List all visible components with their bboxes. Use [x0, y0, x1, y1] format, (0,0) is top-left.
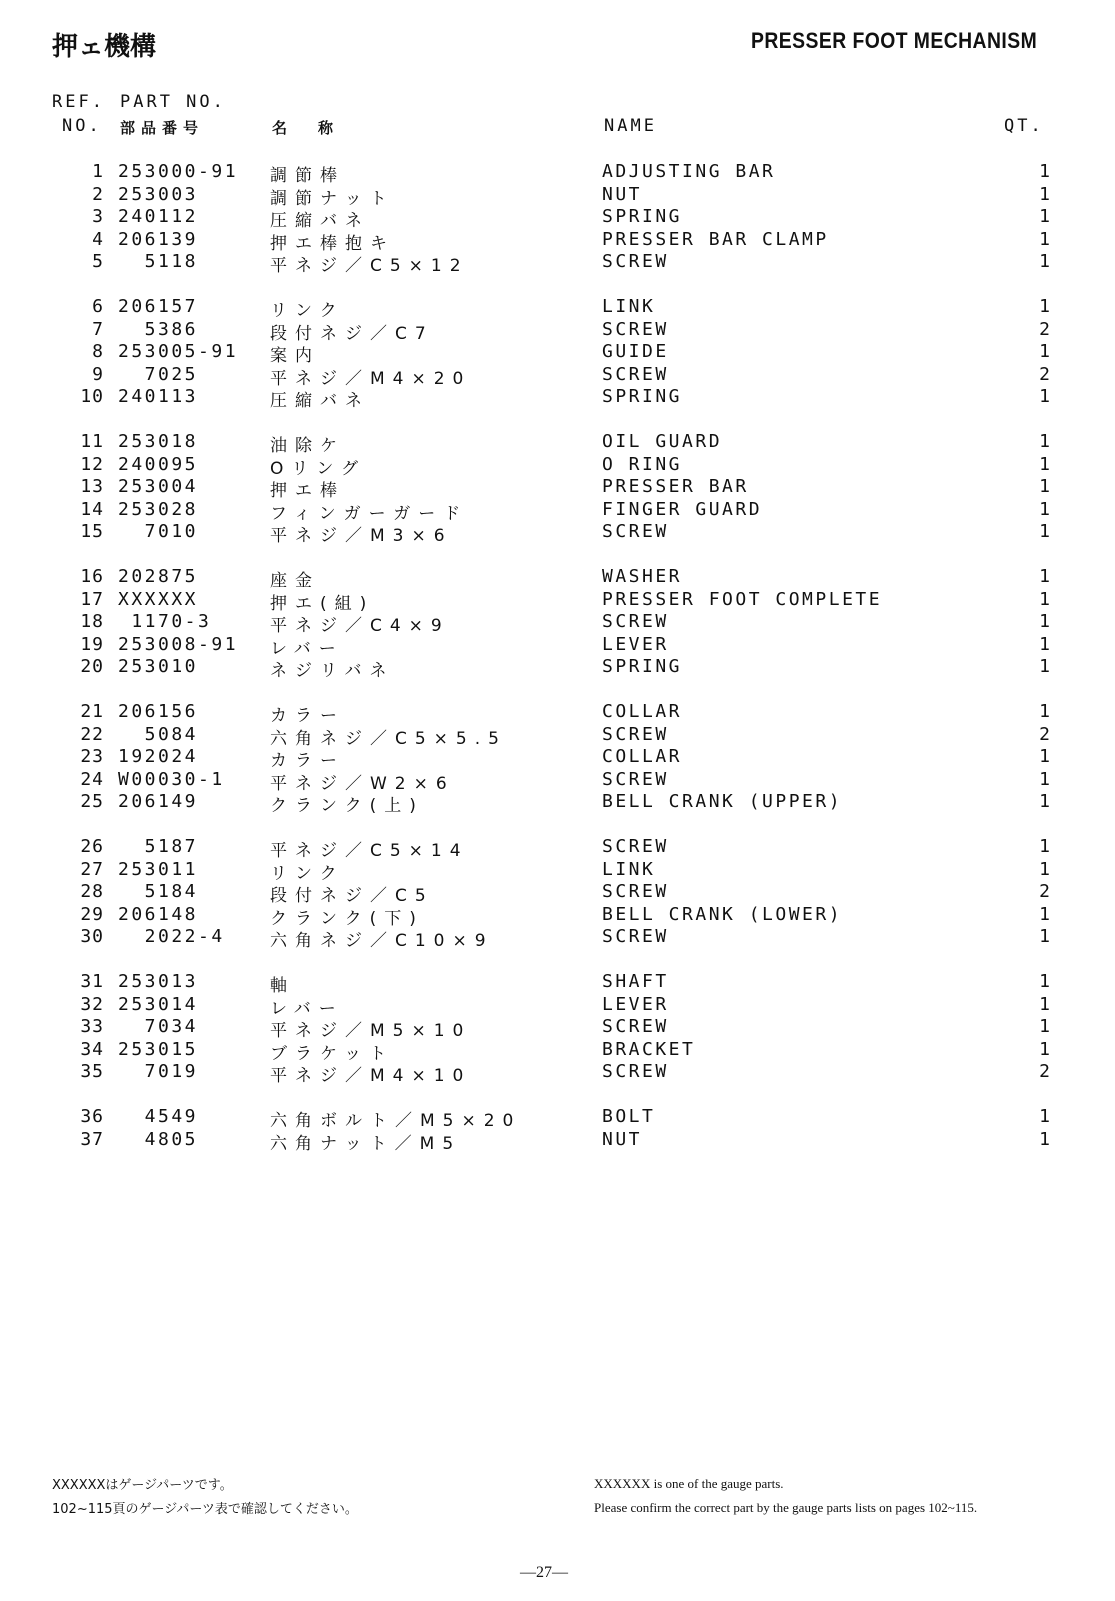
part-no-cell: 253014 — [118, 993, 199, 1015]
part-no-cell: 7025 — [118, 363, 199, 385]
part-no-cell: 253018 — [118, 431, 199, 452]
part-no-cell: 1170-3 — [118, 611, 212, 632]
jp-name-cell: ブラケット — [270, 1043, 395, 1064]
part-name-cell: LEVER — [602, 993, 669, 1015]
quantity-cell: 1 — [1039, 453, 1050, 475]
jp-name-cell: Oリング — [270, 458, 367, 479]
quantity-cell: 2 — [1039, 723, 1050, 745]
ref-no-cell: 19 — [80, 633, 104, 655]
part-no-cell: 253010 — [118, 656, 199, 677]
jp-name-cell: 平ネジ／C5×12 — [270, 256, 469, 276]
quantity-cell: 1 — [1039, 993, 1050, 1015]
ref-no-cell: 30 — [80, 926, 104, 947]
part-name-cell: SCREW — [602, 723, 669, 745]
part-name-cell: SCREW — [602, 926, 669, 947]
table-row — [0, 431, 1115, 454]
part-name-cell: SCREW — [602, 768, 669, 790]
table-row — [0, 499, 1115, 522]
table-row — [0, 229, 1115, 252]
table-row — [0, 296, 1115, 319]
ref-no-cell: 16 — [80, 566, 104, 587]
part-name-cell: COLLAR — [602, 701, 683, 722]
table-row — [0, 971, 1115, 994]
ref-no-cell: 13 — [80, 476, 104, 497]
ref-no-cell: 21 — [80, 701, 104, 722]
ref-no-cell: 20 — [80, 656, 104, 677]
ref-no-cell: 26 — [80, 836, 104, 857]
jp-name-cell: 平ネジ／M5×10 — [270, 1021, 472, 1041]
part-no-cell: 7019 — [118, 1061, 199, 1082]
ref-no-cell: 7 — [92, 318, 104, 340]
quantity-cell: 1 — [1039, 588, 1050, 610]
jp-name-cell: ネジリバネ — [270, 661, 395, 681]
table-row — [0, 161, 1115, 184]
part-name-cell: BOLT — [602, 1106, 656, 1127]
part-name-cell: SPRING — [602, 656, 683, 677]
part-name-cell: BELL CRANK (LOWER) — [602, 903, 843, 925]
jp-name-cell: 六角ネジ／C10×9 — [270, 931, 494, 951]
part-no-cell: 202875 — [118, 566, 199, 587]
quantity-cell: 1 — [1039, 431, 1050, 452]
part-no-cell: 5084 — [118, 723, 199, 745]
part-name-cell: LEVER — [602, 633, 669, 655]
ref-no-cell: 23 — [80, 746, 104, 767]
table-row — [0, 881, 1115, 904]
part-no-cell: 253000-91 — [118, 161, 239, 182]
quantity-cell: 1 — [1039, 161, 1050, 182]
ref-no-cell: 33 — [80, 1016, 104, 1037]
part-no-cell: 2022-4 — [118, 926, 225, 947]
quantity-cell: 1 — [1039, 206, 1050, 227]
jp-name-cell: クランク(下) — [270, 908, 424, 929]
part-no-cell: 253015 — [118, 1038, 199, 1060]
part-name-cell: SCREW — [602, 521, 669, 542]
ref-no-cell: 6 — [92, 296, 104, 317]
quantity-cell: 1 — [1039, 903, 1050, 925]
ref-no-cell: 22 — [80, 723, 104, 745]
part-no-cell: 206149 — [118, 791, 199, 812]
jp-name-cell: クランク(上) — [270, 796, 424, 816]
part-no-cell: 253004 — [118, 476, 199, 497]
ref-no-cell: 28 — [80, 881, 104, 902]
part-no-cell: 5386 — [118, 318, 199, 340]
part-no-cell: 240113 — [118, 386, 199, 407]
ref-no-cell: 14 — [80, 498, 104, 520]
ref-no-cell: 18 — [80, 611, 104, 632]
table-row — [0, 1129, 1115, 1152]
ref-no-cell: 24 — [80, 768, 104, 790]
ref-no-cell: 11 — [80, 431, 104, 452]
quantity-cell: 1 — [1039, 498, 1050, 520]
jp-name-cell: 案内 — [270, 346, 320, 366]
jp-name-cell: 圧縮バネ — [270, 211, 370, 231]
quantity-cell: 1 — [1039, 341, 1050, 362]
part-name-cell: FINGER GUARD — [602, 498, 763, 520]
jp-name-cell: レバー — [270, 998, 344, 1019]
part-no-cell: 7034 — [118, 1016, 199, 1037]
part-no-cell: 240095 — [118, 453, 199, 475]
quantity-cell: 1 — [1039, 701, 1050, 722]
table-row — [0, 454, 1115, 477]
quantity-cell: 1 — [1039, 228, 1050, 250]
quantity-cell: 1 — [1039, 476, 1050, 497]
part-no-cell: 192024 — [118, 746, 199, 767]
table-row — [0, 724, 1115, 747]
ref-no-cell: 31 — [80, 971, 104, 992]
table-row — [0, 319, 1115, 342]
part-no-cell: 5187 — [118, 836, 199, 857]
ref-no-cell: 3 — [92, 206, 104, 227]
ref-no-cell: 10 — [80, 386, 104, 407]
table-row — [0, 656, 1115, 679]
part-name-cell: SPRING — [602, 386, 683, 407]
jp-name-cell: フィンガーガード — [270, 503, 469, 524]
table-row — [0, 386, 1115, 409]
part-name-cell: SCREW — [602, 363, 669, 385]
part-name-cell: GUIDE — [602, 341, 669, 362]
part-name-cell: NUT — [602, 183, 643, 205]
ref-no-cell: 9 — [92, 363, 104, 385]
table-row — [0, 566, 1115, 589]
part-no-cell: 240112 — [118, 206, 199, 227]
table-row — [0, 836, 1115, 859]
table-row — [0, 364, 1115, 387]
page-title-en: PRESSER FOOT MECHANISM — [750, 28, 1037, 53]
ref-no-cell: 35 — [80, 1061, 104, 1082]
jp-name-cell: 平ネジ／M4×10 — [270, 1066, 472, 1086]
part-no-cell: 5118 — [118, 251, 199, 272]
part-name-cell: WASHER — [602, 566, 683, 587]
part-name-cell: PRESSER BAR — [602, 476, 749, 497]
ref-no-cell: 36 — [80, 1106, 104, 1127]
ref-no-cell: 29 — [80, 903, 104, 925]
part-no-cell: 5184 — [118, 881, 199, 902]
quantity-cell: 1 — [1039, 768, 1050, 790]
table-row — [0, 791, 1115, 814]
part-no-cell: 206156 — [118, 701, 199, 722]
footer-note-jp-1: XXXXXXはゲージパーツです。 — [52, 1478, 233, 1493]
table-row — [0, 926, 1115, 949]
table-row — [0, 1106, 1115, 1129]
page-number: —27— — [520, 1564, 568, 1581]
header-part-line1: PART NO. — [120, 92, 226, 112]
jp-name-cell: 軸 — [270, 976, 295, 996]
jp-name-cell: 平ネジ／M4×20 — [270, 368, 472, 389]
table-row — [0, 859, 1115, 882]
ref-no-cell: 37 — [80, 1128, 104, 1150]
quantity-cell: 1 — [1039, 296, 1050, 317]
part-name-cell: LINK — [602, 296, 656, 317]
table-row — [0, 611, 1115, 634]
part-name-cell: NUT — [602, 1128, 643, 1150]
quantity-cell: 1 — [1039, 521, 1050, 542]
jp-name-cell: 平ネジ／C5×14 — [270, 841, 469, 861]
quantity-cell: 1 — [1039, 656, 1050, 677]
table-row — [0, 589, 1115, 612]
jp-name-cell: 六角ネジ／C5×5.5 — [270, 728, 507, 749]
jp-name-cell: 押エ棒 — [270, 481, 345, 501]
quantity-cell: 1 — [1039, 566, 1050, 587]
part-no-cell: W00030-1 — [118, 768, 225, 790]
ref-no-cell: 27 — [80, 858, 104, 880]
jp-name-cell: 平ネジ／C4×9 — [270, 616, 450, 636]
quantity-cell: 2 — [1039, 318, 1050, 340]
jp-name-cell: カラー — [270, 751, 345, 771]
footer-note-en-2: Please confirm the correct part by the gauge parts lists on pages 102~115. — [594, 1500, 978, 1515]
jp-name-cell: 段付ネジ／C5 — [270, 886, 434, 906]
table-row — [0, 341, 1115, 364]
page-title-jp: 押ェ機構 — [52, 32, 157, 62]
ref-no-cell: 17 — [80, 588, 104, 610]
table-row — [0, 904, 1115, 927]
part-no-cell: XXXXXX — [118, 588, 199, 610]
jp-name-cell: 段付ネジ／C7 — [270, 323, 434, 344]
quantity-cell: 2 — [1039, 1061, 1050, 1082]
part-no-cell: 253003 — [118, 183, 199, 205]
ref-no-cell: 4 — [92, 228, 104, 250]
column-header-name: NAME — [604, 116, 657, 136]
part-no-cell: 206157 — [118, 296, 199, 317]
quantity-cell: 1 — [1039, 1016, 1050, 1037]
jp-name-cell: 油除ケ — [270, 436, 345, 456]
jp-name-cell: 圧縮バネ — [270, 391, 370, 411]
ref-no-cell: 32 — [80, 993, 104, 1015]
column-header-qty: QT. — [1004, 116, 1044, 136]
quantity-cell: 1 — [1039, 791, 1050, 812]
part-name-cell: SCREW — [602, 836, 669, 857]
part-name-cell: SHAFT — [602, 971, 669, 992]
jp-name-cell: 調節ナット — [270, 188, 395, 209]
part-no-cell: 7010 — [118, 521, 199, 542]
table-row — [0, 994, 1115, 1017]
jp-name-cell: 座金 — [270, 571, 320, 591]
part-name-cell: BRACKET — [602, 1038, 696, 1060]
part-name-cell: COLLAR — [602, 746, 683, 767]
ref-no-cell: 5 — [92, 251, 104, 272]
table-row — [0, 521, 1115, 544]
part-name-cell: SCREW — [602, 1061, 669, 1082]
part-name-cell: BELL CRANK (UPPER) — [602, 791, 843, 812]
ref-no-cell: 1 — [92, 161, 104, 182]
table-row — [0, 476, 1115, 499]
quantity-cell: 1 — [1039, 1128, 1050, 1150]
part-name-cell: SPRING — [602, 206, 683, 227]
part-no-cell: 253028 — [118, 498, 199, 520]
quantity-cell: 1 — [1039, 611, 1050, 632]
jp-name-cell: リンク — [270, 863, 345, 884]
ref-no-cell: 25 — [80, 791, 104, 812]
ref-no-cell: 8 — [92, 341, 104, 362]
quantity-cell: 1 — [1039, 251, 1050, 272]
table-row — [0, 1061, 1115, 1084]
jp-name-cell: リンク — [270, 301, 345, 321]
quantity-cell: 1 — [1039, 386, 1050, 407]
jp-name-cell: 調節棒 — [270, 166, 345, 186]
jp-name-cell: レバー — [270, 638, 344, 659]
part-name-cell: SCREW — [602, 881, 669, 902]
part-name-cell: OIL GUARD — [602, 431, 723, 452]
part-name-cell: SCREW — [602, 318, 669, 340]
part-name-cell: PRESSER BAR CLAMP — [602, 228, 829, 250]
table-row — [0, 1039, 1115, 1062]
quantity-cell: 1 — [1039, 746, 1050, 767]
ref-no-cell: 2 — [92, 183, 104, 205]
footer-note-en-1: XXXXXX is one of the gauge parts. — [594, 1476, 784, 1491]
quantity-cell: 1 — [1039, 926, 1050, 947]
table-row — [0, 206, 1115, 229]
part-name-cell: SCREW — [602, 251, 669, 272]
header-ref-line2: NO. — [62, 116, 102, 136]
jp-name-cell: 押エ(組) — [270, 593, 375, 614]
ref-no-cell: 15 — [80, 521, 104, 542]
jp-name-cell: 六角ボルト／M5×20 — [270, 1111, 522, 1131]
table-row — [0, 184, 1115, 207]
jp-name-cell: 六角ナット／M5 — [270, 1133, 462, 1154]
jp-name-cell: カラー — [270, 706, 345, 726]
quantity-cell: 1 — [1039, 183, 1050, 205]
part-no-cell: 253005-91 — [118, 341, 239, 362]
part-name-cell: ADJUSTING BAR — [602, 161, 776, 182]
part-no-cell: 253011 — [118, 858, 199, 880]
table-row — [0, 701, 1115, 724]
quantity-cell: 1 — [1039, 858, 1050, 880]
header-ref-line1: REF. — [52, 92, 105, 112]
table-row — [0, 251, 1115, 274]
quantity-cell: 2 — [1039, 881, 1050, 902]
column-header-jp-name: 名 称 — [272, 119, 342, 137]
part-name-cell: LINK — [602, 858, 656, 880]
part-no-cell: 253008-91 — [118, 633, 239, 655]
jp-name-cell: 平ネジ／W2×6 — [270, 773, 455, 794]
part-name-cell: SCREW — [602, 611, 669, 632]
table-row — [0, 746, 1115, 769]
table-row — [0, 1016, 1115, 1039]
quantity-cell: 1 — [1039, 971, 1050, 992]
table-row — [0, 634, 1115, 657]
quantity-cell: 1 — [1039, 836, 1050, 857]
part-name-cell: SCREW — [602, 1016, 669, 1037]
ref-no-cell: 12 — [80, 453, 104, 475]
quantity-cell: 1 — [1039, 633, 1050, 655]
header-part-line2: 部品番号 — [120, 119, 205, 137]
ref-no-cell: 34 — [80, 1038, 104, 1060]
part-no-cell: 4805 — [118, 1128, 199, 1150]
table-row — [0, 769, 1115, 792]
part-no-cell: 206148 — [118, 903, 199, 925]
part-name-cell: PRESSER FOOT COMPLETE — [602, 588, 883, 610]
footer-note-jp-2: 102~115頁のゲージパーツ表で確認してください。 — [52, 1502, 358, 1517]
part-no-cell: 253013 — [118, 971, 199, 992]
jp-name-cell: 平ネジ／M3×6 — [270, 526, 453, 546]
part-name-cell: O RING — [602, 453, 683, 475]
quantity-cell: 2 — [1039, 363, 1050, 385]
quantity-cell: 1 — [1039, 1038, 1050, 1060]
part-no-cell: 4549 — [118, 1106, 199, 1127]
part-no-cell: 206139 — [118, 228, 199, 250]
jp-name-cell: 押エ棒抱キ — [270, 233, 395, 254]
quantity-cell: 1 — [1039, 1106, 1050, 1127]
